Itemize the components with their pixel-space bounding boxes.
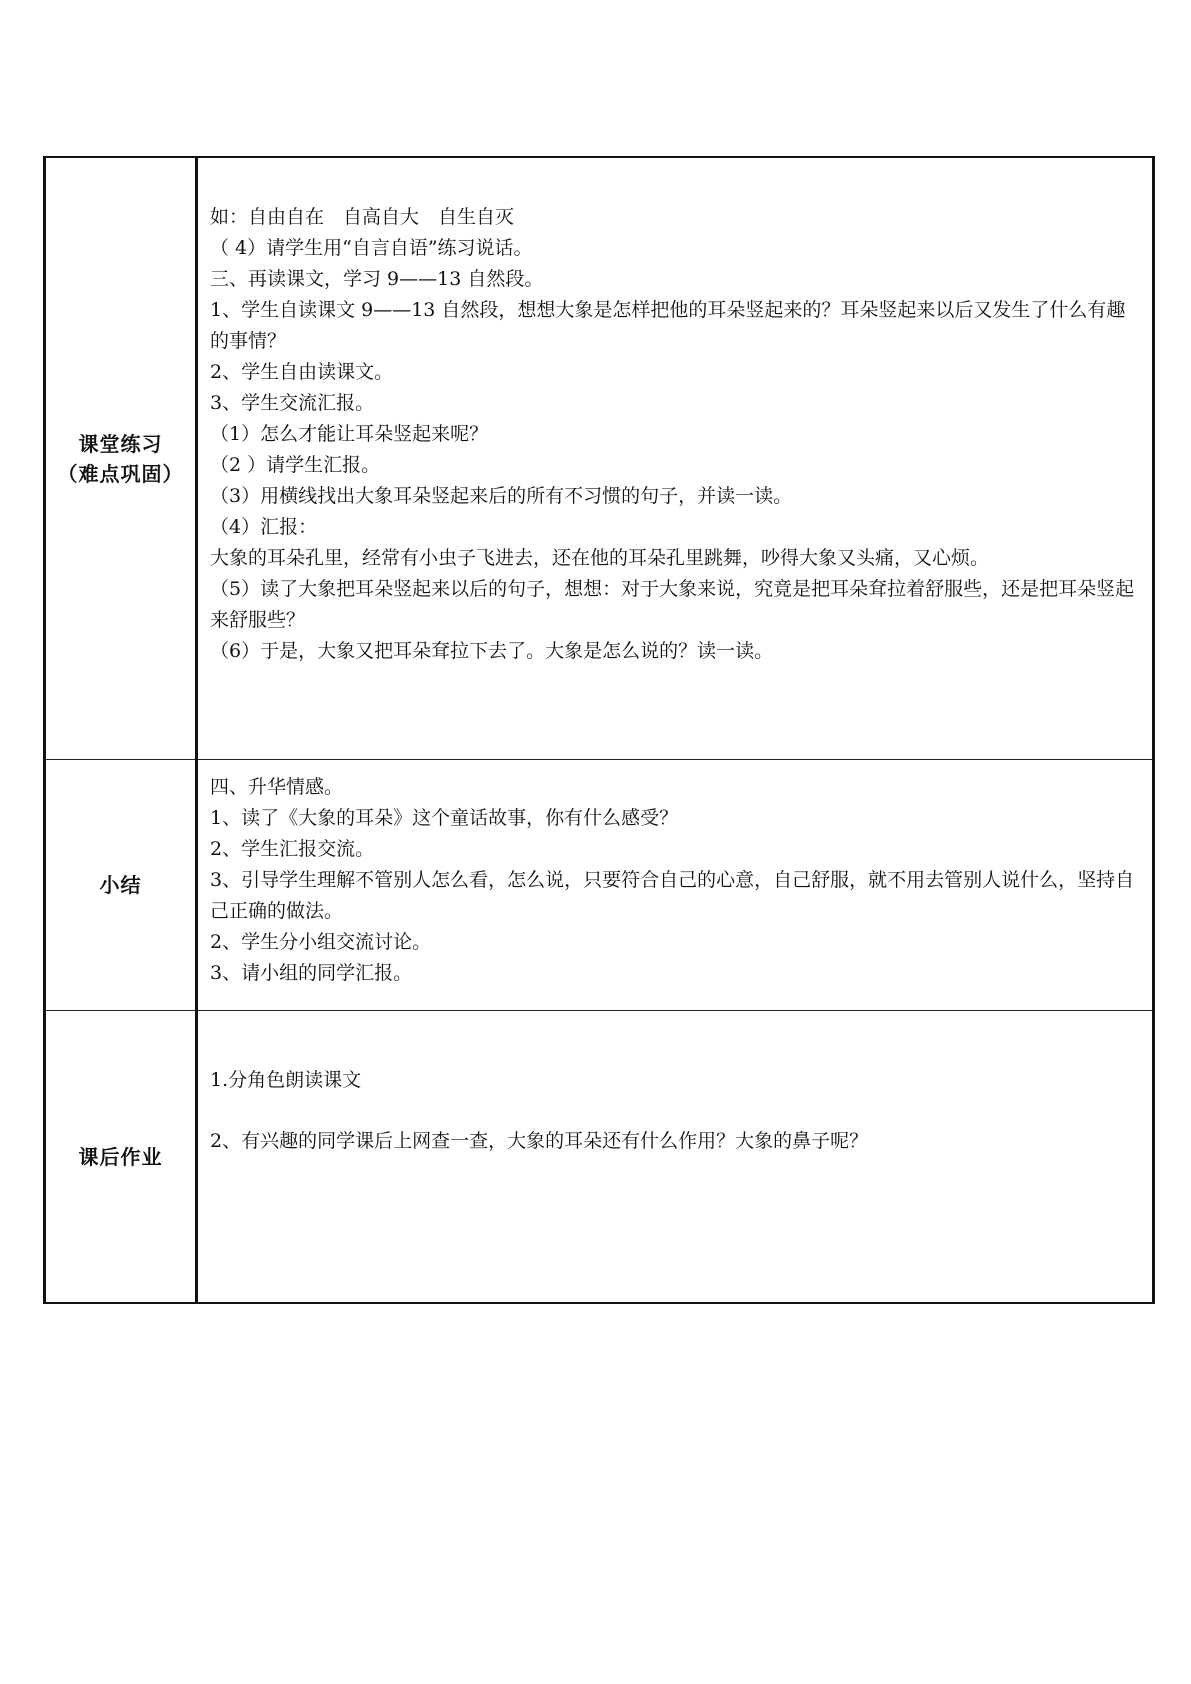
practice-label-cell (45, 157, 197, 760)
homework-line: 2、有兴趣的同学课后上网查一查，大象的耳朵还有什么作用？大象的鼻子呢？ (210, 1130, 869, 1152)
summary-line: 3、请小组的同学汇报。 (210, 962, 413, 984)
summary-line: 2、学生汇报交流。 (210, 838, 375, 860)
summary-line: 四、升华情感。 (210, 776, 344, 798)
practice-line: （2 ）请学生汇报。 (210, 454, 381, 476)
summary-label-cell (45, 760, 197, 1011)
practice-line: 如：自由自在 自高自大 自生自灭 (210, 206, 515, 228)
practice-line: （6）于是，大象又把耳朵耷拉下去了。大象是怎么说的？读一读。 (210, 640, 774, 662)
practice-line: 1、学生自读课文 9——13 自然段，想想大象是怎样把他的耳朵竖起来的？耳朵竖起来以后又发生了什么有趣的事情？ (210, 299, 1126, 352)
practice-row (45, 157, 1154, 760)
homework-label: 课后作业 (78, 1144, 163, 1169)
practice-line: （4）汇报： (210, 516, 318, 538)
practice-sublabel: （难点巩固） (57, 461, 184, 486)
lesson-plan-table (43, 156, 1155, 1304)
homework-row (45, 1011, 1154, 1304)
practice-line: 2、学生自由读课文。 (210, 361, 394, 383)
practice-line: （3）用横线找出大象耳朵竖起来后的所有不习惯的句子，并读一读。 (210, 485, 793, 507)
homework-line: 1.分角色朗读课文 (210, 1069, 362, 1091)
practice-line: 大象的耳朵孔里，经常有小虫子飞进去，还在他的耳朵孔里跳舞，吵得大象又头痛，又心烦。 (210, 547, 990, 569)
practice-line: （5）读了大象把耳朵竖起来以后的句子，想想：对于大象来说，究竟是把耳朵耷拉着舒服些，还是把耳朵竖起来舒服些？ (210, 578, 1135, 631)
summary-row (45, 760, 1154, 1011)
summary-content-cell (197, 760, 1154, 1011)
practice-line: 3、学生交流汇报。 (210, 392, 375, 414)
practice-line: （1）怎么才能让耳朵竖起来呢？ (210, 423, 489, 445)
summary-line: 3、引导学生理解不管别人怎么看，怎么说，只要符合自己的心意，自己舒服，就不用去管别人说什么，坚持自己正确的做法。 (210, 869, 1135, 922)
summary-label: 小结 (99, 873, 142, 897)
homework-content-cell (197, 1011, 1154, 1304)
summary-line: 1、读了《大象的耳朵》这个童话故事，你有什么感受？ (210, 807, 679, 829)
practice-content-cell (197, 157, 1154, 760)
practice-line: （ 4）请学生用“自言自语”练习说话。 (210, 237, 533, 259)
homework-label-cell (45, 1011, 197, 1304)
practice-line: 三、再读课文，学习 9——13 自然段。 (210, 268, 544, 290)
summary-line: 2、学生分小组交流讨论。 (210, 931, 432, 953)
practice-label: 课堂练习 (78, 431, 163, 456)
